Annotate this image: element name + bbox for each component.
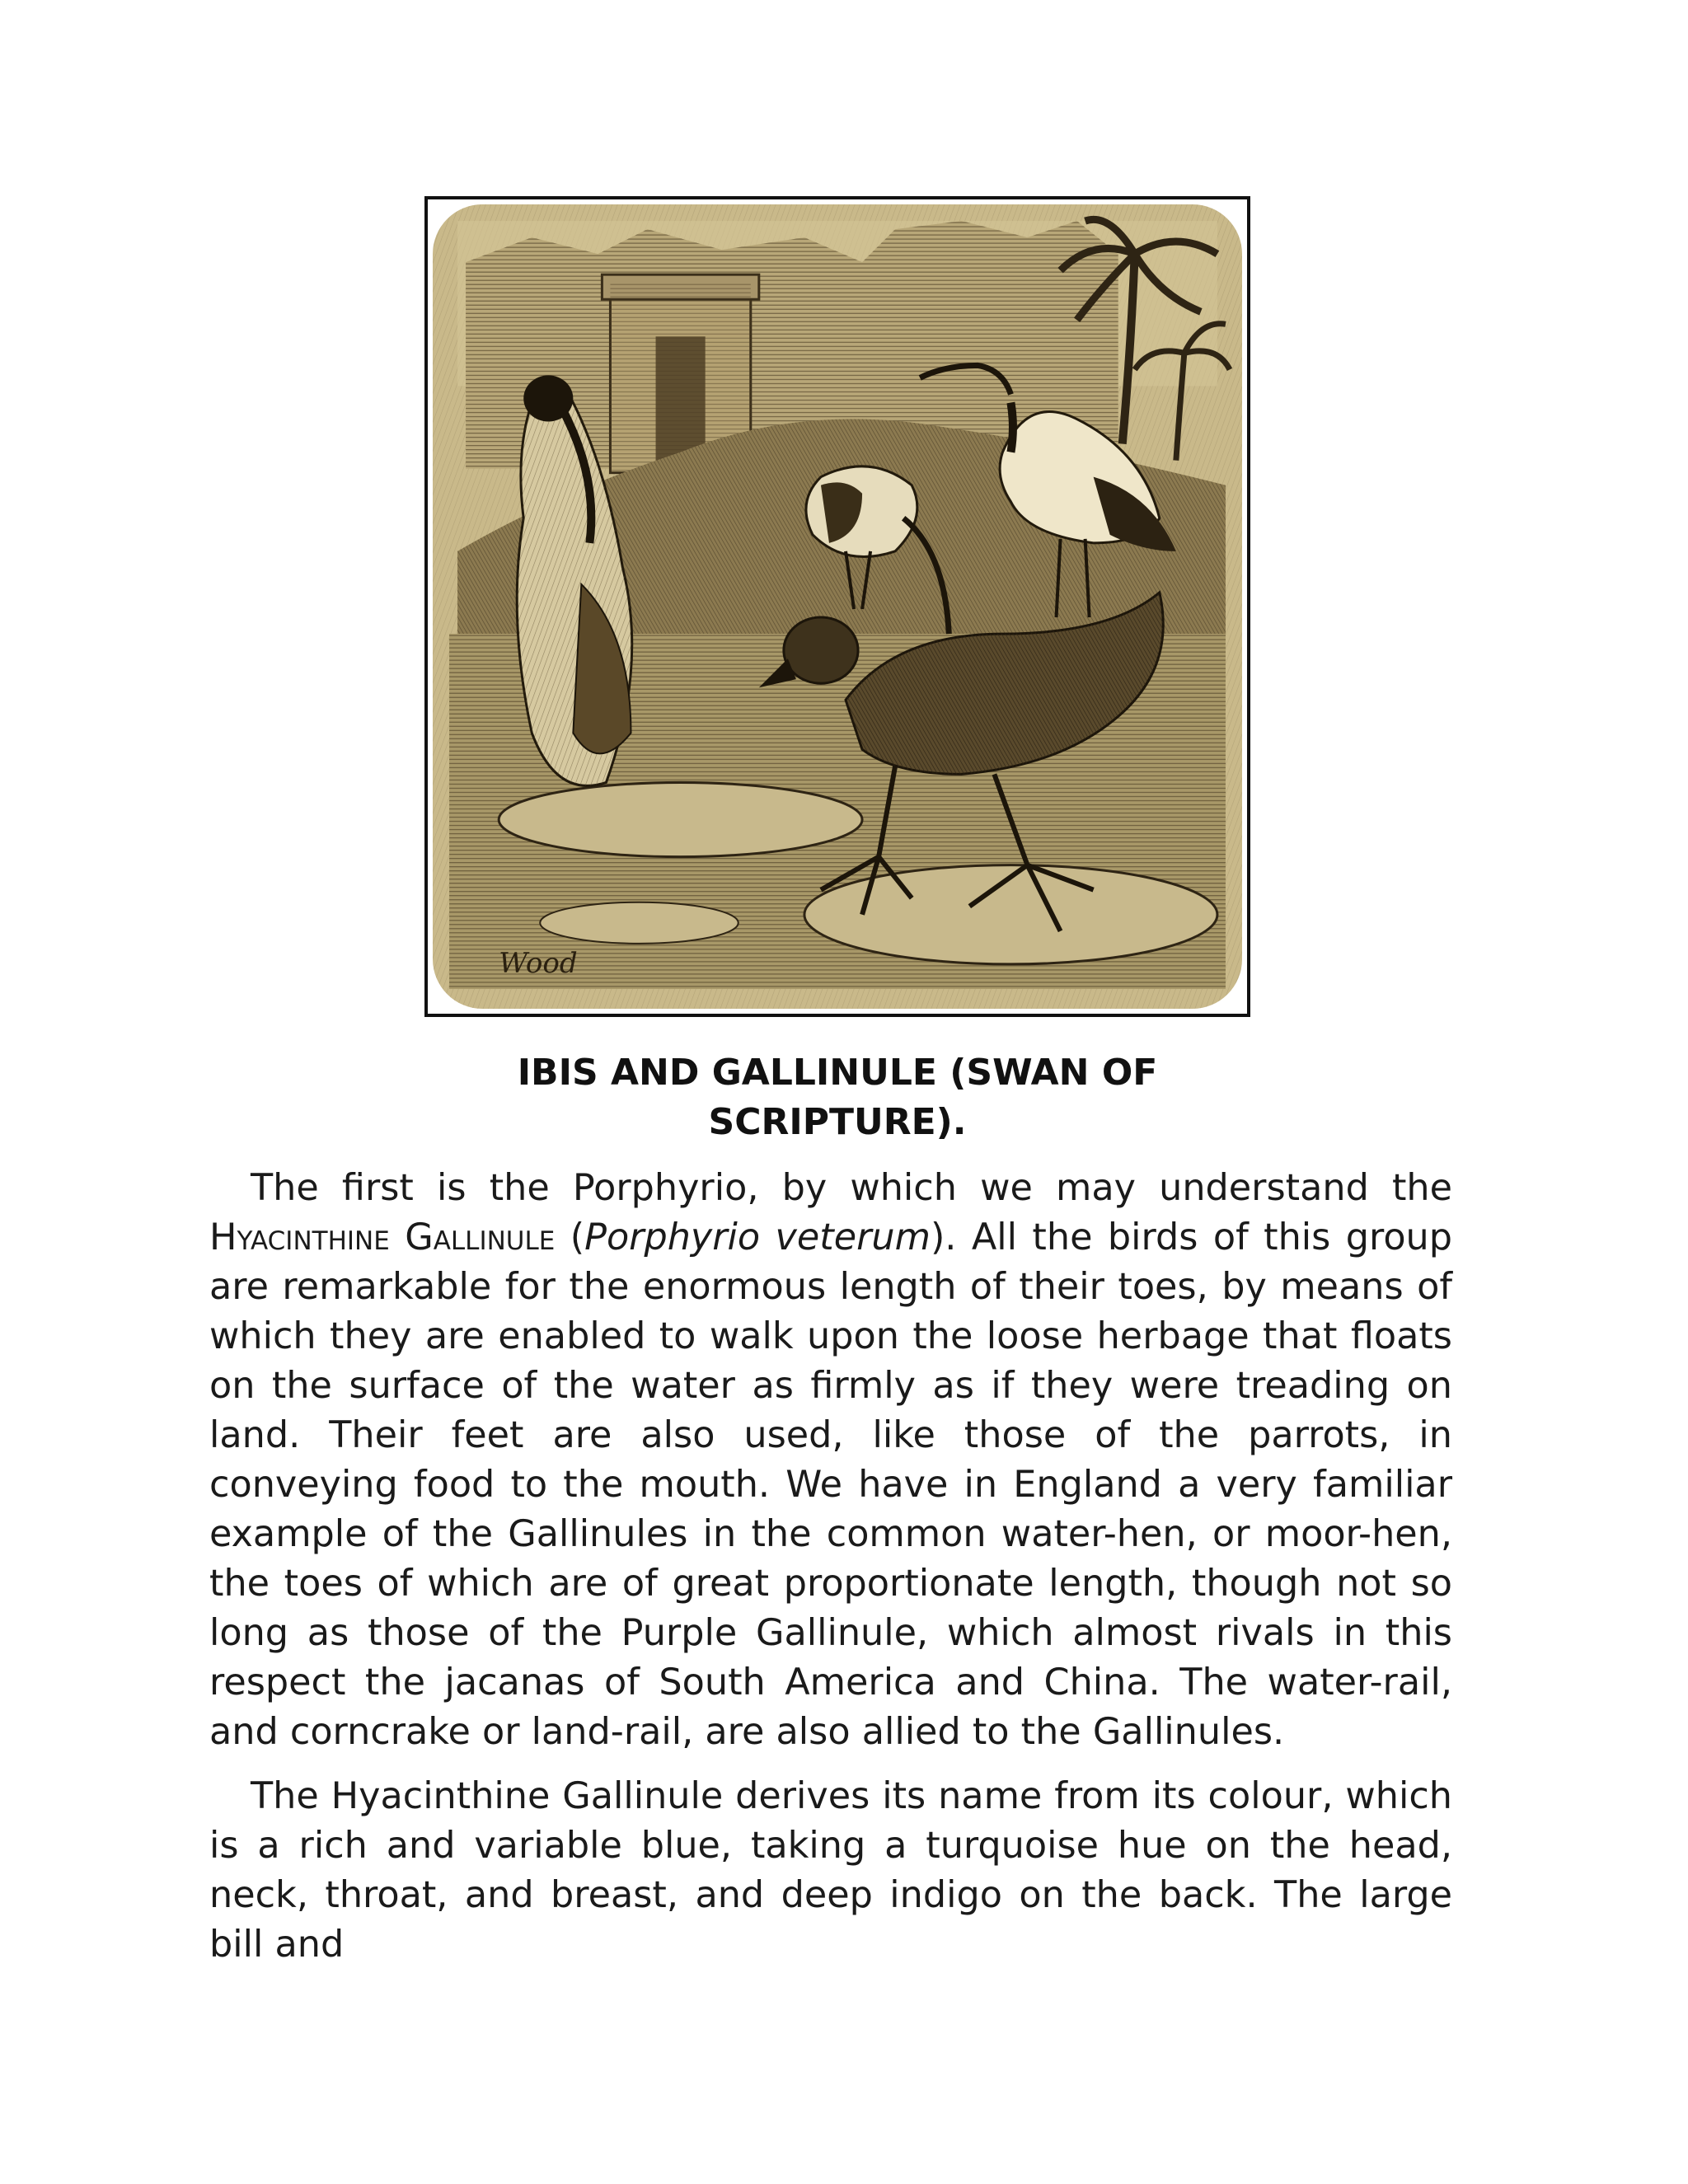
lily-pad (499, 782, 862, 856)
scientific-name: Porphyrio veterum (584, 1216, 931, 1258)
species-name-smallcaps: Hyacinthine Gallinule (209, 1216, 556, 1258)
ibis-gallinule-engraving (433, 204, 1242, 1009)
caption-line-2: SCRIPTURE). (708, 1101, 967, 1143)
paragraph-2: The Hyacinthine Gallinule derives its name from its colour, which is a rich and variable blue, taking a turquoise hue on the head, neck, throat, and breast, and deep indigo on the back. The large bill and (209, 1775, 1452, 1966)
paragraph-1 (209, 1164, 1452, 1757)
figure-caption (424, 1048, 1250, 1147)
paragraph-1-rest: ). All the birds of this group are remarkable for the enormous length of their toes, by means of which they are enabled to walk upon the loose herbage that floats on the surface of the water as firmly as if they were treading on land. Their feet are also used, like those of the parrots, in conveying food to the mouth. We have in England a very familiar example of the Gallinules in the common water-hen, or moor-hen, the toes of which are of great proportionate length, though not so long as those of the Purple Gallinule, which almost rivals in this respect the jacanas of South America and China. The water-rail, and corncrake or land-rail, are also allied to the Gallinules. (209, 1216, 1452, 1753)
lily-pad (804, 865, 1217, 964)
article-body (209, 1164, 1452, 1985)
engraver-signature: Wood (499, 946, 578, 980)
paren-open: ( (555, 1216, 585, 1258)
illustration-frame (424, 196, 1250, 1017)
caption-line-1: IBIS AND GALLINULE (SWAN OF (517, 1052, 1158, 1094)
paragraph-1-intro: The first is the Porphyrio, by which we may understand the (251, 1167, 1452, 1209)
lily-pad (540, 902, 738, 944)
